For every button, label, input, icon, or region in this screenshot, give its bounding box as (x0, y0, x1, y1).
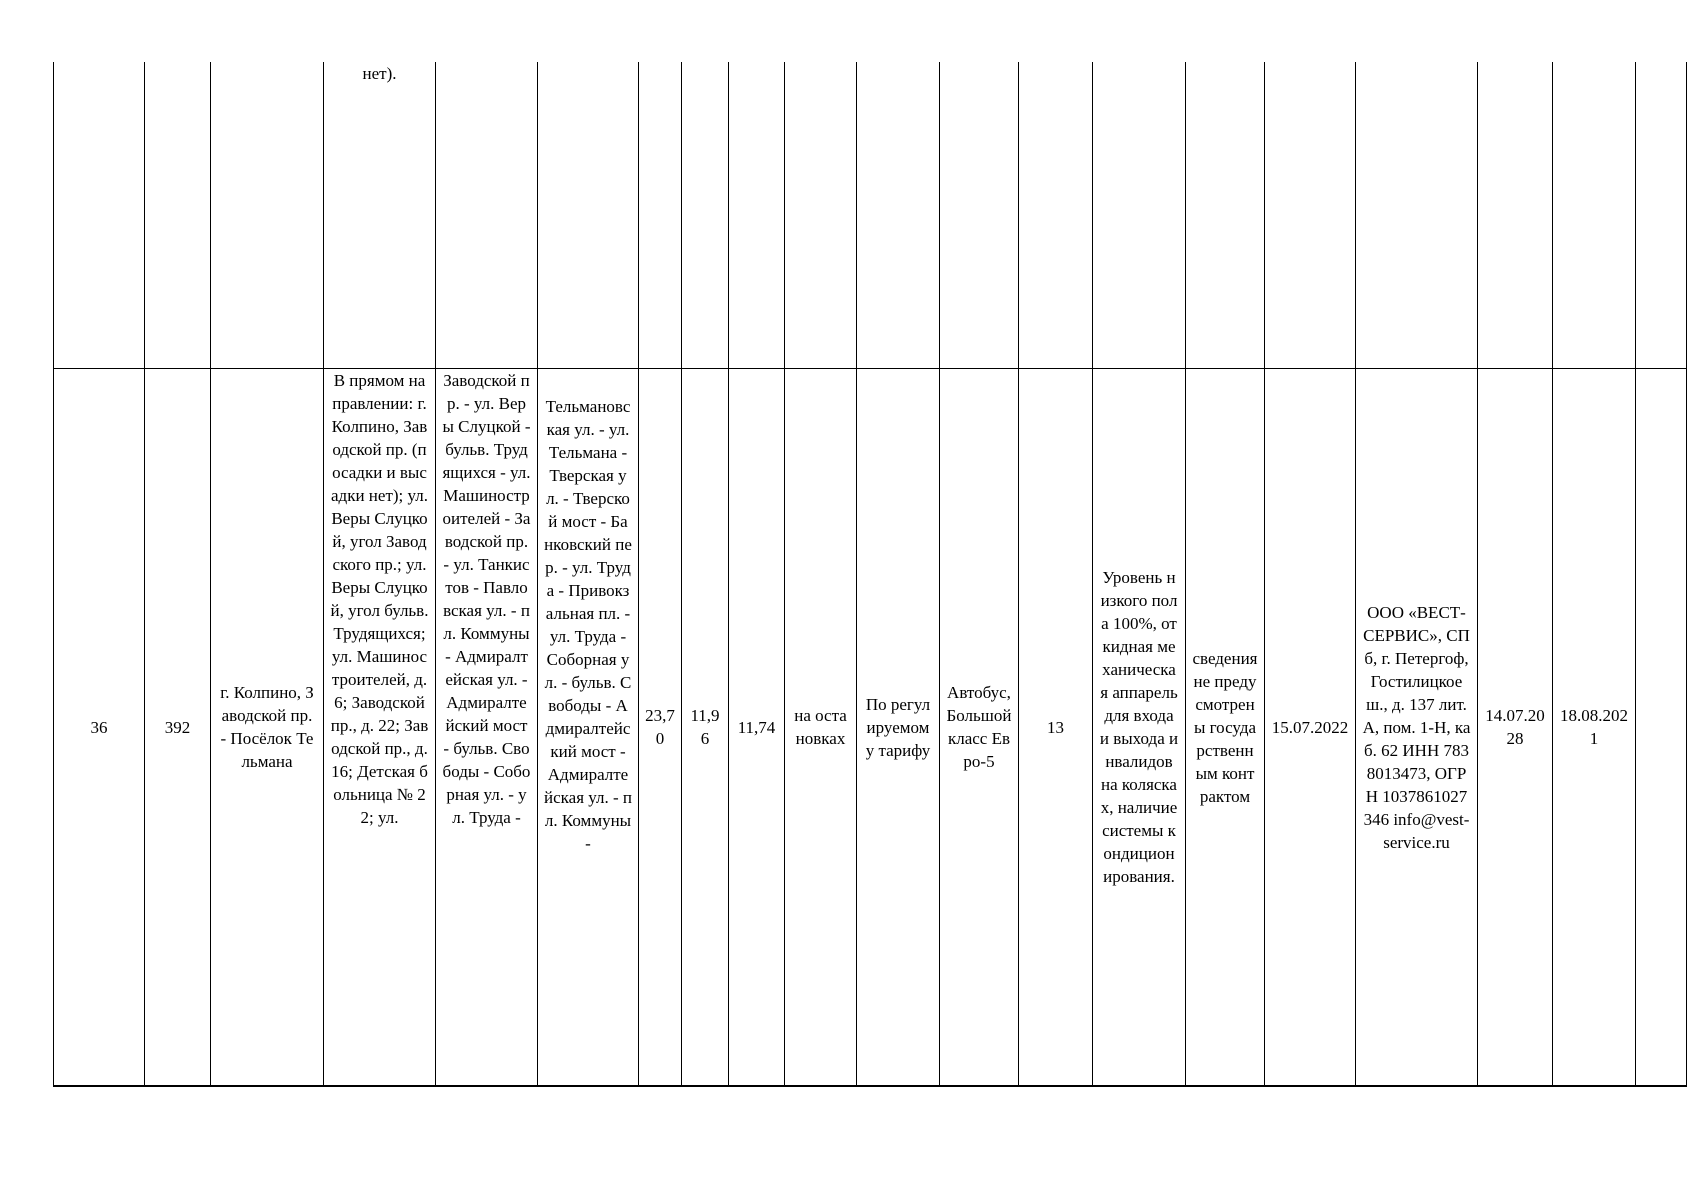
prev-cell-contract (1186, 62, 1265, 368)
routes-table (53, 62, 1687, 1087)
cell-route-no: 392 (145, 368, 211, 1085)
prev-cell-len-backward (682, 62, 729, 368)
prev-cell-extra (1636, 62, 1687, 368)
prev-cell-number (54, 62, 145, 368)
cell-characteristics: Уровень низкого пола 100%, откидная механическая аппарель для входа и выхода инвалидов на колясках, наличие системы кондиционирования. (1093, 368, 1186, 1085)
prev-cell-route-name (211, 62, 324, 368)
cell-carrier: ООО «ВЕСТ-СЕРВИС», СПб, г. Петергоф, Гостилицкое ш., д. 137 лит. А, пом. 1-Н, каб. 62 ИНН 7838013473, ОГРН 1037861027346 info@vest-service.ru (1356, 368, 1478, 1085)
prev-cell-end-date (1478, 62, 1553, 368)
cell-streets-backward: Тельмановская ул. - ул. Тельмана - Тверская ул. - Тверской мост - Банковский пер. - ул. Труда - Привокзальная пл. - ул. Труда - Соборная ул. - бульв. Свободы - Адмиралтейский мост - Адмиралтейская ул. - пл. Коммуны - (538, 368, 639, 1085)
cell-stops-forward: В прямом направлении: г. Колпино, Заводской пр. (посадки и высадки нет); ул. Веры Слуцкой, угол Заводского пр.; ул. Веры Слуцкой, угол бульв. Трудящихся; ул. Машиностроителей, д. 6; Заводской пр., д. 22; Заводской пр., д. 16; Детская больница № 22; ул. (324, 368, 436, 1085)
cell-len-backward: 11,96 (682, 368, 729, 1085)
cell-contract: сведения не предусмотрены государственным контрактом (1186, 368, 1265, 1085)
prev-cell-streets-backward (538, 62, 639, 368)
prev-cell-stops (324, 62, 436, 368)
prev-cell-streets-forward (436, 62, 538, 368)
prev-cell-vehicle (940, 62, 1019, 368)
cell-stop-order: на остановках (785, 368, 857, 1085)
cell-end-date: 14.07.2028 (1478, 368, 1553, 1085)
prev-cell-len-other (729, 62, 785, 368)
cell-number: 36 (54, 368, 145, 1085)
prev-cell-len-forward (639, 62, 682, 368)
cell-streets-forward: Заводской пр. - ул. Веры Слуцкой - бульв. Трудящихся - ул. Машиностроителей - Заводской пр. - ул. Танкистов - Павловская ул. - пл. Коммуны - Адмиралтейская ул. - Адмиралтейский мост - бульв. Свободы - Соборная ул. - ул. Труда - (436, 368, 538, 1085)
cell-reg-date: 18.08.2021 (1553, 368, 1636, 1085)
cell-len-other: 11,74 (729, 368, 785, 1085)
prev-stops-text: нет). (362, 64, 397, 83)
cell-route-name: г. Колпино, Заводской пр. - Посёлок Тельмана (211, 368, 324, 1085)
cell-count: 13 (1019, 368, 1093, 1085)
cell-start-date: 15.07.2022 (1265, 368, 1356, 1085)
cell-vehicle: Автобус, Большой класс Евро-5 (940, 368, 1019, 1085)
prev-cell-count (1019, 62, 1093, 368)
cell-tariff: По регулируемому тарифу (857, 368, 940, 1085)
prev-cell-stop-order (785, 62, 857, 368)
prev-cell-start-date (1265, 62, 1356, 368)
prev-cell-characteristics (1093, 62, 1186, 368)
prev-cell-reg-date (1553, 62, 1636, 368)
prev-cell-tariff (857, 62, 940, 368)
cell-extra (1636, 368, 1687, 1085)
prev-cell-carrier (1356, 62, 1478, 368)
cell-len-forward: 23,70 (639, 368, 682, 1085)
prev-cell-route-no (145, 62, 211, 368)
